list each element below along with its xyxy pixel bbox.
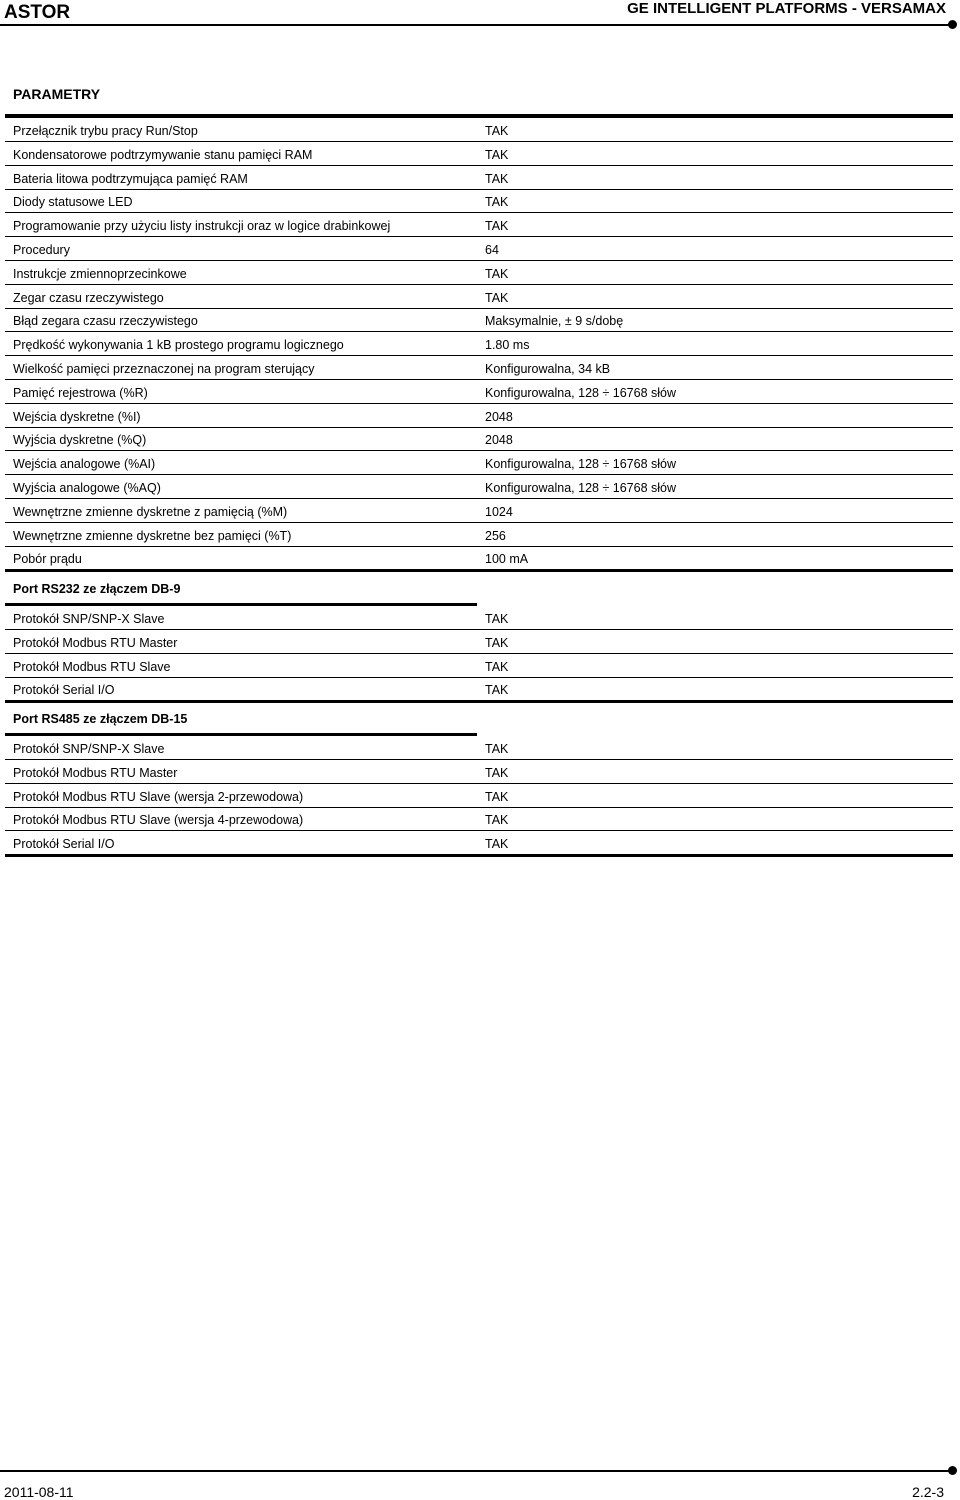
parameter-value: TAK [485,291,509,305]
table-row [5,332,953,356]
parameter-label: Protokół SNP/SNP-X Slave [13,612,165,626]
parameter-value: Konfigurowalna, 128 ÷ 16768 słów [485,481,677,495]
parameter-value: 2048 [485,433,513,447]
table-row [5,654,953,678]
table-row [5,831,953,857]
parameter-value: TAK [485,790,509,804]
header-title: GE INTELLIGENT PLATFORMS - VERSAMAX [627,0,946,17]
header-dot [948,20,957,29]
parameter-value: TAK [485,766,509,780]
rs232-port-heading: Port RS232 ze złączem DB-9 [13,582,181,596]
parameter-value: TAK [485,148,509,162]
parameter-label: Zegar czasu rzeczywistego [13,291,164,305]
table-row [5,166,953,190]
parameter-label: Bateria litowa podtrzymująca pamięć RAM [13,172,248,186]
parameter-value: TAK [485,636,509,650]
parameter-label: Prędkość wykonywania 1 kB prostego programu logicznego [13,338,344,352]
table-row [5,523,953,547]
parameter-value: TAK [485,172,509,186]
parameter-label: Protokół Serial I/O [13,837,115,851]
parameter-value: 1024 [485,505,513,519]
table-row [5,356,953,380]
table-row [5,546,953,572]
parameter-label: Protokół Modbus RTU Slave (wersja 2-przewodowa) [13,790,304,804]
table-row [5,380,953,404]
header-brand: ASTOR [4,2,71,23]
parameter-label: Pamięć rejestrowa (%R) [13,386,148,400]
parameter-label: Protokół Modbus RTU Master [13,766,178,780]
parameter-label: Wewnętrzne zmienne dyskretne bez pamięci (%T) [13,529,292,543]
table-row [5,807,953,831]
parameter-value: TAK [485,742,509,756]
parameter-label: Protokół Modbus RTU Slave [13,660,171,674]
table-row [5,189,953,213]
table-row [5,427,953,451]
parameter-label: Programowanie przy użyciu listy instrukcji oraz w logice drabinkowej [13,219,391,233]
parameter-value: TAK [485,660,509,674]
parameter-label: Wyjścia analogowe (%AQ) [13,481,161,495]
table-row [5,118,953,142]
header-rule [0,24,952,26]
table-row [5,760,953,784]
parameter-label: Kondensatorowe podtrzymywanie stanu pamięci RAM [13,148,313,162]
parameter-value: TAK [485,219,509,233]
table-row [5,404,953,428]
parameter-label: Instrukcje zmiennoprzecinkowe [13,267,187,281]
parameter-value: Konfigurowalna, 128 ÷ 16768 słów [485,457,677,471]
parameter-label: Pobór prądu [13,552,82,566]
parameter-label: Wewnętrzne zmienne dyskretne z pamięcią (%M) [13,505,288,519]
footer-date: 2011-08-11 [4,1484,74,1500]
parameter-label: Wejścia analogowe (%AI) [13,457,156,471]
table-row [5,308,953,332]
footer-page-number: 2.2-3 [912,1484,944,1500]
parameter-label: Wyjścia dyskretne (%Q) [13,433,147,447]
table-row [5,475,953,499]
table-row [5,213,953,237]
parameter-label: Diody statusowe LED [13,195,133,209]
parameter-value: 100 mA [485,552,529,566]
footer-rule [0,1470,952,1472]
parameter-label: Protokół SNP/SNP-X Slave [13,742,165,756]
parameter-label: Protokół Modbus RTU Master [13,636,178,650]
table-row [5,784,953,808]
table-row [5,677,953,703]
table-row [5,736,953,760]
parameter-value: Maksymalnie, ± 9 s/dobę [485,314,624,328]
table-row [5,451,953,475]
parameter-value: 256 [485,529,506,543]
parameter-value: Konfigurowalna, 128 ÷ 16768 słów [485,386,677,400]
table-row [5,606,953,630]
table-row [5,630,953,654]
parameter-value: 2048 [485,410,513,424]
parameter-value: TAK [485,124,509,138]
footer-dot [948,1466,957,1475]
parameter-value: 1.80 ms [485,338,530,352]
parameter-label: Procedury [13,243,70,257]
rs485-port-heading: Port RS485 ze złączem DB-15 [13,712,188,726]
parameter-label: Protokół Modbus RTU Slave (wersja 4-przewodowa) [13,813,304,827]
section-title: PARAMETRY [13,86,101,102]
parameter-value: TAK [485,612,509,626]
parameter-label: Błąd zegara czasu rzeczywistego [13,314,198,328]
parameter-label: Wejścia dyskretne (%I) [13,410,141,424]
parameter-value: TAK [485,683,509,697]
table-row [5,261,953,285]
parameter-value: Konfigurowalna, 34 kB [485,362,611,376]
parameter-label: Protokół Serial I/O [13,683,115,697]
table-row [5,285,953,309]
parameter-label: Przełącznik trybu pracy Run/Stop [13,124,198,138]
table-row [5,142,953,166]
parameter-value: TAK [485,837,509,851]
table-row [5,499,953,523]
parameter-value: 64 [485,243,499,257]
parameter-value: TAK [485,195,509,209]
parameter-value: TAK [485,813,509,827]
table-row [5,237,953,261]
parameter-label: Wielkość pamięci przeznaczonej na program sterujący [13,362,315,376]
parameter-value: TAK [485,267,509,281]
